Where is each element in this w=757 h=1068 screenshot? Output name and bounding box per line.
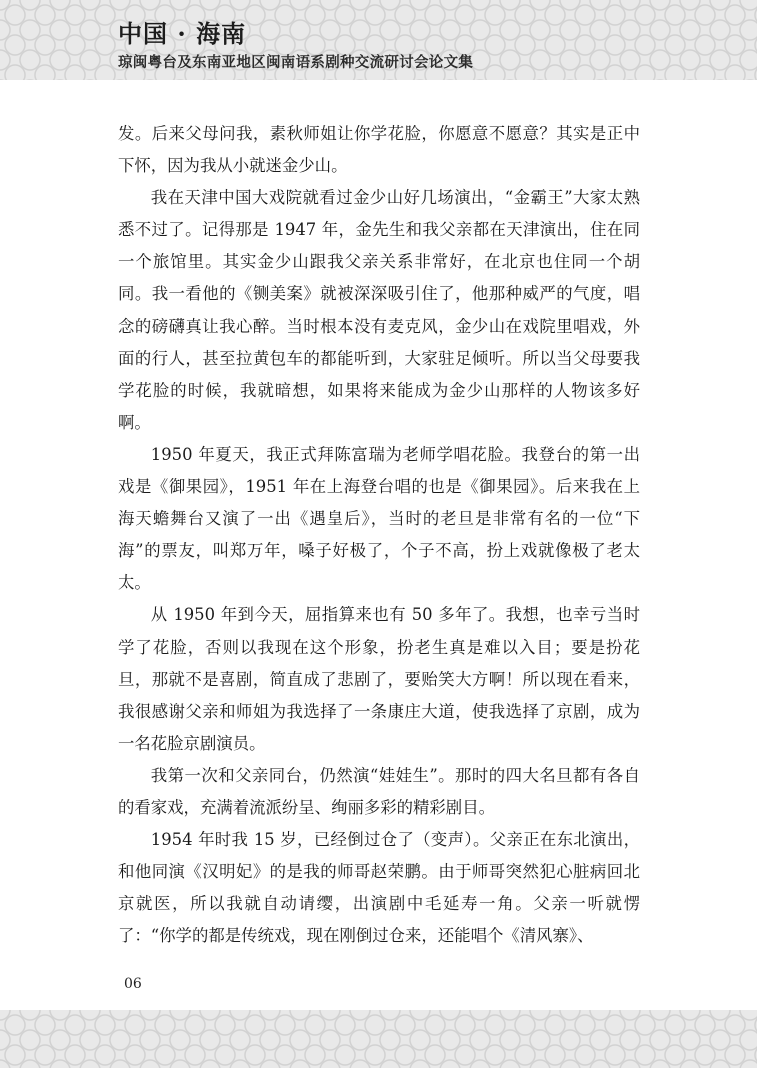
paragraph: 从 1950 年到今天，屈指算来也有 50 多年了。我想，也幸亏当时学了花脸，否则以我现在这个形象，扮老生真是难以入目；要是扮花旦，那就不是喜剧，简直成了悲剧了，要贻笑大方啊！所以现在看来，我很感谢父亲和师姐为我选择了一条康庄大道，使我选择了京剧，成为一名花脸京剧演员。 [118,605,640,753]
header-band [0,0,757,80]
book-subtitle: 琼闽粤台及东南亚地区闽南语系剧种交流研讨会论文集 [118,55,474,71]
footer-band [0,1010,757,1068]
paragraph: 我第一次和父亲同台，仍然演“娃娃生”。那时的四大名旦都有各自的看家戏，充满着流派纷呈、绚丽多彩的精彩剧目。 [118,765,640,817]
article-body [118,118,640,952]
paragraph: 1954 年时我 15 岁，已经倒过仓了（变声）。父亲正在东北演出，和他同演《汉明妃》的是我的师哥赵荣鹏。由于师哥突然犯心脏病回北京就医，所以我就自动请缨，出演剧中毛延寿一角。父亲一听就愣了：“你学的都是传统戏，现在刚倒过仓来，还能唱个《清风寨》、 [118,830,640,946]
paragraph: 我在天津中国大戏院就看过金少山好几场演出，“金霸王”大家太熟悉不过了。记得那是 1947 年，金先生和我父亲都在天津演出，住在同一个旅馆里。其实金少山跟我父亲关系非常好，在北京也住同一个胡同。我一看他的《铡美案》就被深深吸引住了，他那种威严的气度，唱念的磅礴真让我心醉。当时根本没有麦克风，金少山在戏院里唱戏，外面的行人，甚至拉黄包车的都能听到，大家驻足倾听。所以当父母要我学花脸的时候，我就暗想，如果将来能成为金少山那样的人物该多好啊。 [118,188,640,432]
paragraph: 1950 年夏天，我正式拜陈富瑞为老师学唱花脸。我登台的第一出戏是《御果园》，1951 年在上海登台唱的也是《御果园》。后来我在上海天蟾舞台又演了一出《遇皇后》，当时的老旦是非常有名的一位“下海”的票友，叫郑万年，嗓子好极了，个子不高，扮上戏就像极了老太太。 [118,444,640,593]
page-number: 06 [124,976,142,992]
book-title: 中国 · 海南 [118,19,247,48]
paragraph-continued: 发。后来父母问我，素秋师姐让你学花脸，你愿意不愿意？其实是正中下怀，因为我从小就迷金少山。 [118,124,640,176]
